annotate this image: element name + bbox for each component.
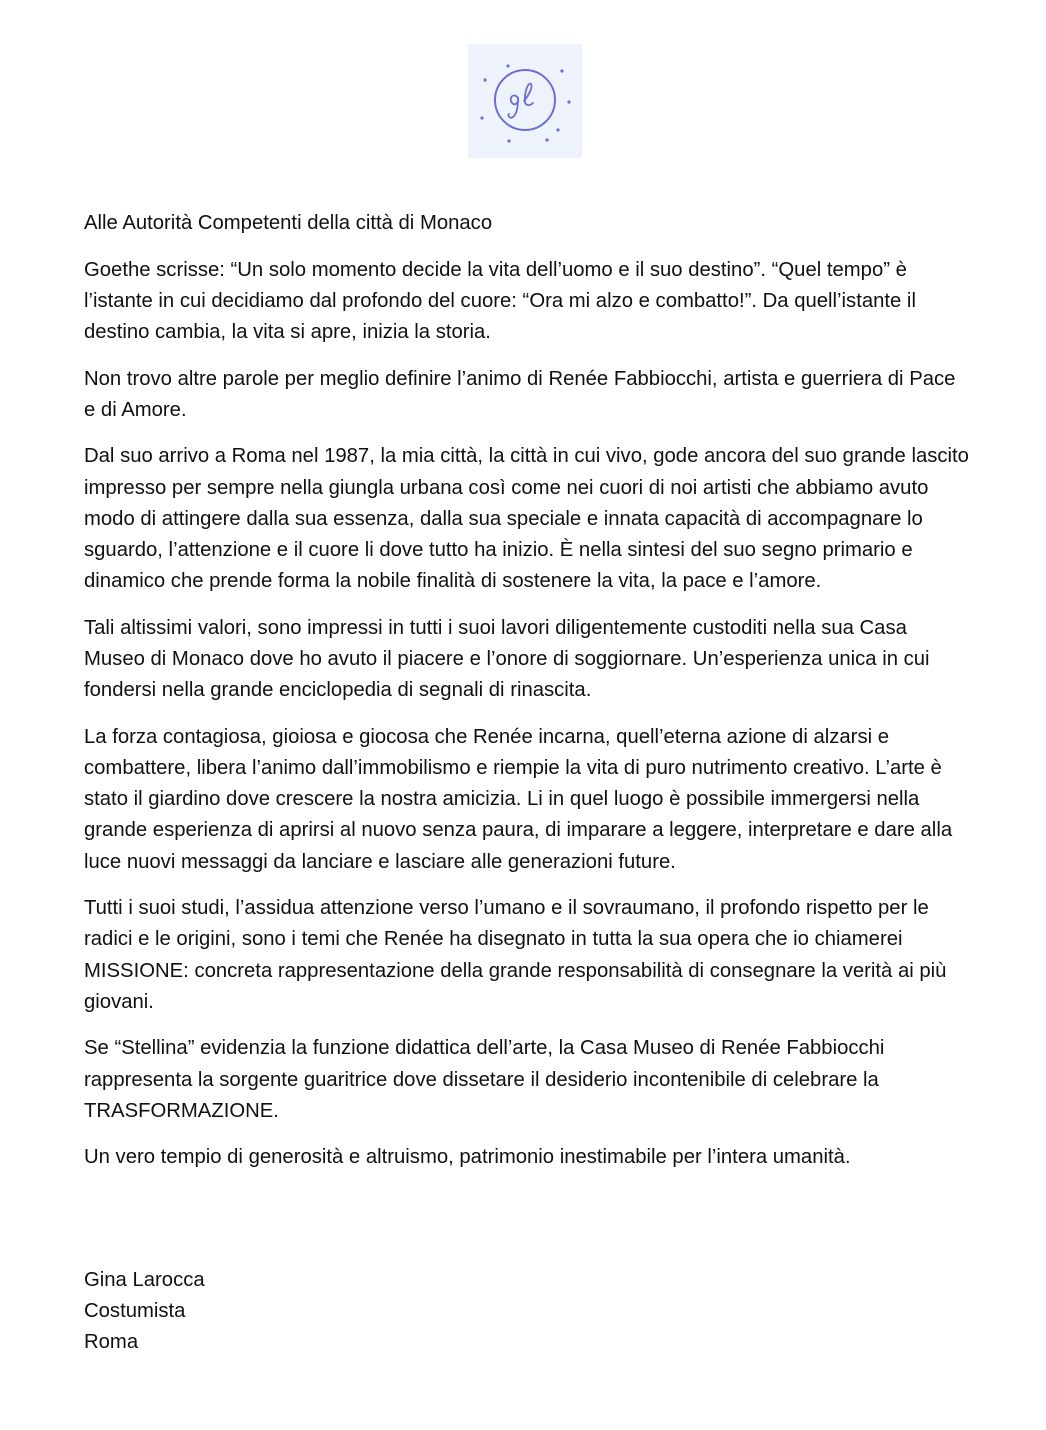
paragraph: Tutti i suoi studi, l’assidua attenzione verso l’umano e il sovraumano, il profondo rispetto per le radici e le origini, sono i temi che Renée ha disegnato in tutta la sua opera che io chiamerei MISSIONE: concreta rappresentazione della grande responsabilità di consegnare la verità ai più giovani.: [84, 897, 947, 1013]
paragraph: La forza contagiosa, gioiosa e giocosa che Renée incarna, quell’eterna azione di alzarsi e combattere, libera l’animo dall’immobilismo e riempie la vita di puro nutrimento creativo. L’arte è stato il giardino dove crescere la nostra amicizia. Li in quel luogo è possibile immergersi nella grande esperienza di aprirsi al nuovo senza paura, di imparare a leggere, interpretare e dare alla luce nuovi messaggi da lanciare e lasciare alle generazioni future.: [84, 725, 953, 873]
salutation: Alle Autorità Competenti della città di Monaco: [84, 212, 493, 234]
signature-name: Gina Larocca: [84, 1269, 205, 1291]
paragraph: Goethe scrisse: “Un solo momento decide la vita dell’uomo e il suo destino”. “Quel tempo” è l’istante in cui decidiamo dal profondo del cuore: “Ora mi alzo e combatto!”. Da quell’istante il destino cambia, la vita si apre, inizia la storia.: [84, 258, 916, 343]
paragraph: Dal suo arrivo a Roma nel 1987, la mia città, la città in cui vivo, gode ancora del suo grande lascito impresso per sempre nella giungla urbana così come nei cuori di noi artisti che abbiamo avuto modo di attingere dalla sua essenza, dalla sua speciale e innata capacità di accompagnare lo sguardo, l’attenzione e il cuore li dove tutto ha inizio. È nella sintesi del suo segno primario e dinamico che prende forma la nobile finalità di sostenere la vita, la pace e l’amore.: [84, 445, 969, 593]
signature-role: Costumista: [84, 1300, 186, 1323]
paragraph: Non trovo altre parole per meglio definire l’animo di Renée Fabbiocchi, artista e guerriera di Pace e di Amore.: [84, 367, 956, 421]
logo: [468, 44, 582, 158]
signature-city: Roma: [84, 1331, 139, 1354]
paragraph: Un vero tempio di generosità e altruismo, patrimonio inestimabile per l’intera umanità.: [84, 1146, 851, 1169]
letter-body: [84, 208, 970, 1189]
paragraph: Se “Stellina” evidenzia la funzione didattica dell’arte, la Casa Museo di Renée Fabbiocchi rappresenta la sorgente guaritrice dove dissetare il desiderio incontenibile di celebrare la TRASFORMAZIONE.: [84, 1037, 885, 1122]
paragraph: Tali altissimi valori, sono impressi in tutti i suoi lavori diligentemente custoditi nella sua Casa Museo di Monaco dove ho avuto il piacere e l’onore di soggiornare. Un’esperienza unica in cui fondersi nella grande enciclopedia di segnali di rinascita.: [84, 616, 930, 702]
gl-monogram-logo-icon: [468, 44, 582, 158]
signature-block: [84, 1265, 205, 1359]
